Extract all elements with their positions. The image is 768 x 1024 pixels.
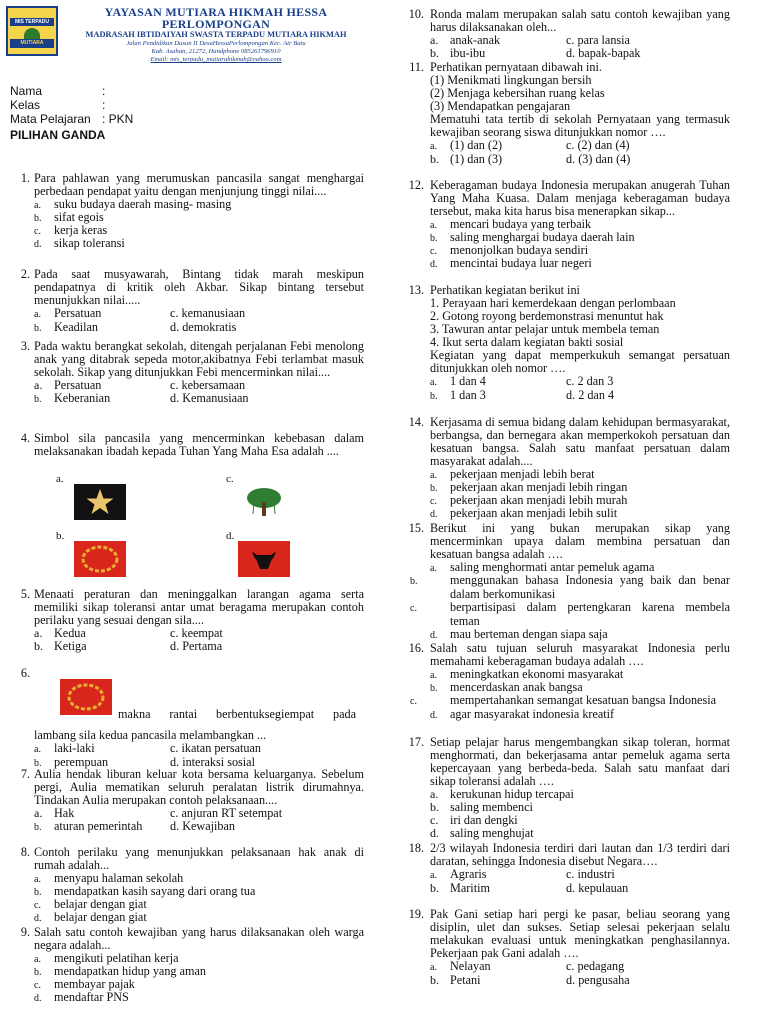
question-number: 5. (20, 587, 30, 601)
option-text: suku budaya daerah masing- masing (54, 197, 232, 211)
question-stem: Perhatikan pernyataan dibawah ini. (430, 60, 602, 74)
options (430, 788, 730, 840)
option-letter: d. (34, 913, 42, 924)
question-12 (400, 179, 730, 270)
option-text: sifat egois (54, 210, 104, 224)
option-d[interactable]: d. interaksi sosial (170, 755, 255, 769)
option-letter: b. (34, 822, 42, 833)
option-text: ibu-ibu (450, 46, 486, 60)
option-letter: a. (430, 220, 437, 231)
options (430, 868, 730, 895)
option-d[interactable] (430, 257, 730, 270)
options (34, 198, 364, 250)
option-letter: b. (430, 46, 439, 60)
option-text: Persatuan (54, 378, 102, 392)
option-d[interactable] (430, 827, 730, 840)
options-row-1 (430, 375, 730, 389)
option-text: pekerjaan menjadi lebih berat (450, 467, 595, 481)
school-header (0, 0, 372, 64)
option-d[interactable]: d. bapak-bapak (566, 46, 641, 60)
option-letter: b. (430, 483, 438, 494)
question-stem: Ronda malam merupakan salah satu contoh kewajiban yang harus dilaksanakan oleh... (430, 7, 730, 34)
option-b[interactable] (34, 820, 170, 834)
identity-block (0, 84, 372, 142)
option-letter: d. (34, 239, 42, 250)
activity-item: 1. Perayaan hari kemerdekaan dengan perlombaan (430, 296, 676, 310)
option-b[interactable] (34, 392, 170, 406)
question-number: 12. (408, 178, 424, 192)
option-c[interactable]: c. para lansia (566, 33, 630, 47)
option-letter: a. (430, 962, 437, 973)
options (410, 667, 730, 721)
option-c[interactable]: c. pedagang (566, 959, 625, 973)
identity-value: : PKN (102, 112, 134, 126)
identity-subject-row (0, 112, 372, 126)
option-a[interactable] (430, 139, 566, 153)
options-row-2 (34, 392, 364, 406)
options-row-2 (34, 640, 364, 653)
options (34, 807, 364, 834)
option-letter: c. (430, 813, 439, 827)
option-text: Petani (450, 973, 481, 987)
options-row-1 (34, 742, 364, 756)
option-text: Hak (54, 806, 75, 820)
identity-value: : (102, 84, 106, 98)
option-b[interactable] (34, 321, 170, 335)
options-row-2 (430, 389, 730, 403)
bull-head-symbol-icon[interactable] (238, 541, 290, 577)
option-text: mempertahankan semangat kesatuan bangsa Indonesia (450, 693, 716, 707)
option-letter: b. (34, 639, 43, 653)
option-a-label: a. (56, 473, 64, 485)
option-text: belajar dengan giat (54, 897, 147, 911)
option-d[interactable] (430, 708, 730, 721)
option-text: mencintai budaya luar negeri (450, 256, 592, 270)
option-letter: c. (34, 226, 41, 237)
option-a[interactable] (34, 307, 170, 321)
question-stem: Pada saat musyawarah, Bintang tidak marah meskipun pendapatnya di kritik oleh Akbar. Sikap bintang tersebut menunjukkan nilai..... (34, 267, 364, 307)
option-b[interactable] (430, 153, 566, 166)
statement-item: (2) Menjaga kebersihan ruang kelas (430, 86, 605, 100)
activity-item: 3. Tawuran antar pelajar untuk membela teman (430, 322, 660, 336)
question-number: 4. (20, 431, 30, 445)
options-row-1 (430, 139, 730, 153)
identity-label: Kelas (10, 98, 41, 112)
chain-symbol-icon[interactable] (74, 541, 126, 577)
option-letter: a. (430, 141, 437, 152)
option-text: aturan pemerintah (54, 819, 143, 833)
option-d[interactable]: d. 2 dan 4 (566, 388, 615, 402)
option-c[interactable]: c. ikatan persatuan (170, 741, 262, 755)
option-d[interactable] (34, 991, 364, 1004)
option-letter: d. (430, 259, 438, 270)
banyan-tree-symbol-icon[interactable] (238, 484, 290, 520)
options-row-2 (430, 153, 730, 166)
options-row-1 (430, 960, 730, 974)
options-row-2 (430, 47, 730, 60)
option-letter: d. (430, 630, 438, 641)
option-text: kerja keras (54, 223, 108, 237)
question-stem: Salah satu contoh kewajiban yang harus dilaksanakan oleh warga negara adalah... (34, 925, 364, 952)
option-text: sikap toleransi (54, 236, 125, 250)
option-letter: a. (34, 744, 41, 755)
section-title: PILIHAN GANDA (10, 128, 106, 142)
option-letter: a. (430, 470, 437, 481)
option-letter: b. (34, 967, 42, 978)
option-letter: a. (34, 378, 43, 392)
question-stem: Salah satu tujuan seluruh masyarakat Indonesia perlu memahami keberagaman budaya adalah …. (430, 641, 730, 668)
option-letter: a. (34, 200, 41, 211)
option-text: anak-anak (450, 33, 501, 47)
options (34, 379, 364, 406)
question-stem: Berikut ini yang bukan merupakan sikap yang mencerminkan upaya dalam membina persatuan dan kesatuan bangsa adalah …. (430, 521, 730, 561)
option-letter: d. (34, 993, 42, 1004)
options (430, 468, 730, 520)
question-11 (400, 61, 730, 166)
options-row-2 (34, 321, 364, 335)
options (430, 34, 730, 60)
identity-class-row (0, 98, 372, 112)
option-c[interactable] (410, 600, 730, 628)
option-d[interactable] (430, 507, 730, 520)
option-letter: a. (430, 377, 437, 388)
option-text: mencari budaya yang terbaik (450, 217, 592, 231)
logo-top-text: MIS TERPADU (10, 18, 54, 26)
option-d[interactable]: d. demokratis (170, 320, 237, 334)
identity-label: Nama (10, 84, 43, 98)
question-5 (4, 588, 364, 653)
option-letter: c. (430, 496, 437, 507)
options (430, 218, 730, 270)
question-1 (4, 172, 364, 250)
statement-item: (3) Mendapatkan pengajaran (430, 99, 571, 113)
question-number: 14. (408, 415, 424, 429)
chain-symbol-icon (60, 679, 112, 715)
option-text: agar masyarakat indonesia kreatif (450, 707, 615, 721)
question-2 (4, 268, 364, 335)
question-stem: Perhatikan kegiatan berikut ini (430, 283, 580, 297)
option-b[interactable] (410, 573, 730, 601)
option-letter: b. (430, 233, 438, 244)
question-6-body (34, 729, 364, 770)
options (410, 560, 730, 641)
option-d[interactable]: d. Kemanusiaan (170, 391, 249, 405)
question-14 (400, 416, 730, 520)
statement-item: (1) Menikmati lingkungan bersih (430, 73, 592, 87)
option-text: (1) dan (3) (450, 152, 503, 166)
question-stem: lambang sila kedua pancasila melambangkan ... (34, 728, 267, 742)
question-number: 18. (408, 841, 424, 855)
option-b[interactable] (430, 882, 566, 895)
header-text (60, 6, 372, 64)
option-letter: c. (34, 900, 41, 911)
question-number: 17. (408, 735, 424, 749)
question-16 (400, 642, 730, 721)
option-text: saling menghormati antar pemeluk agama (450, 560, 655, 574)
question-stem: Simbol sila pancasila yang mencerminkan kebebasan dalam melaksanakan ibadah kepada Tuhan Yang Maha Esa adalah .... (34, 431, 364, 458)
option-letter: b. (34, 394, 42, 405)
options-row-2 (430, 974, 730, 987)
option-text: 1 dan 4 (450, 374, 486, 388)
school-logo (6, 6, 58, 56)
option-text: saling menghargai budaya daerah lain (450, 230, 635, 244)
option-d[interactable] (430, 628, 730, 641)
options-row-1 (34, 307, 364, 321)
question-9 (4, 926, 364, 1004)
option-letter: a. (34, 626, 43, 640)
options-row-2 (34, 820, 364, 834)
option-letter: a. (430, 563, 437, 574)
option-d[interactable] (34, 237, 364, 250)
options (34, 872, 364, 924)
option-text: berpartisipasi dalam pertengkaran karena membela teman (450, 600, 730, 628)
option-text: saling menghujat (450, 826, 534, 840)
question-3 (4, 340, 364, 406)
option-letter: b. (430, 800, 439, 814)
logo-bottom-text: MUTIARA HIKMAH (10, 39, 54, 48)
question-number: 6. (20, 666, 30, 680)
option-letter: c. (430, 246, 437, 257)
option-text: menggunakan bahasa Indonesia yang baik dan benar dalam berkomunikasi (450, 573, 730, 601)
star-symbol-icon[interactable] (74, 484, 126, 520)
option-letter: a. (430, 787, 439, 801)
option-b[interactable] (34, 640, 170, 653)
option-text: mengikuti pelatihan kerja (54, 951, 179, 965)
option-text: menonjolkan budaya sendiri (450, 243, 589, 257)
option-letter: b. (34, 213, 42, 224)
question-number: 19. (408, 907, 424, 921)
option-c[interactable] (410, 693, 730, 708)
option-c[interactable]: c. kemanusiaan (170, 306, 246, 320)
option-letter: b. (410, 576, 418, 587)
options-row-1 (430, 868, 730, 882)
option-d[interactable] (34, 911, 364, 924)
question-stem: Pada waktu berangkat sekolah, ditengah perjalanan Febi menolong anak yang ditabrak sepeda motor,akibatnya Febi terlambat masuk sekolah. Sikap yang ditunjukkan Febi mencerminkan nilai.... (34, 339, 364, 379)
option-letter: a. (34, 954, 41, 965)
question-8 (4, 846, 364, 924)
option-d[interactable]: d. pengusaha (566, 973, 630, 987)
option-text: belajar dengan giat (54, 910, 147, 924)
option-b[interactable] (430, 974, 566, 987)
activity-item: 2. Gotong royong berdemonstrasi menuntut hak (430, 309, 664, 323)
question-stem: 2/3 wilayah Indonesia terdiri dari lautan dan 1/3 terdiri dari daratan, sehingga Indonesia disebut Negara…. (430, 841, 730, 868)
option-text: saling membenci (450, 800, 533, 814)
question-stem: Contoh perilaku yang menunjukkan pelaksanaan hak anak di rumah adalah... (34, 845, 364, 872)
question-number: 7. (20, 767, 30, 781)
option-b-label: b. (56, 530, 65, 542)
question-4 (4, 432, 364, 458)
question-19 (400, 908, 730, 987)
option-letter: d. (430, 826, 439, 840)
question-17 (400, 736, 730, 840)
option-text: mendaftar PNS (54, 990, 129, 1004)
option-text: mau berteman dengan siapa saja (450, 627, 608, 641)
option-text: iri dan dengki (450, 813, 518, 827)
option-d[interactable]: d. Kewajiban (170, 819, 235, 833)
question-stem: Aulia hendak liburan keluar kota bersama keluarganya. Sebelum pergi, Aulia mematikan seluruh peralatan listrik dirumahnya. Tindakan Aulia merupakan contoh pelaksanaan.... (34, 767, 364, 807)
question-stem: Keberagaman budaya Indonesia merupakan anugerah Tuhan Yang Maha Kuasa. Dalam menjaga keberagaman budaya tersebut, maka kita harus bisa menerapkan sikap... (430, 178, 730, 218)
option-text: kerukunan hidup tercapai (450, 787, 574, 801)
option-text: Keberanian (54, 391, 111, 405)
option-c[interactable]: c. kebersamaan (170, 378, 246, 392)
question-7 (4, 768, 364, 834)
question-number: 16. (408, 641, 424, 655)
option-d[interactable]: d. (3) dan (4) (566, 152, 631, 166)
options (430, 139, 730, 166)
options (34, 307, 364, 335)
option-a[interactable] (430, 960, 566, 974)
option-text: meningkatkan ekonomi masyarakat (450, 667, 624, 681)
option-text: mendapatkan hidup yang aman (54, 964, 206, 978)
option-letter: c. (34, 980, 41, 991)
option-letter: b. (430, 152, 439, 166)
question-number: 3. (20, 339, 30, 353)
option-text: pekerjaan akan menjadi lebih ringan (450, 480, 628, 494)
statement-list (430, 74, 730, 113)
option-text: mencerdaskan anak bangsa (450, 680, 583, 694)
school-name-line1: YAYASAN MUTIARA HIKMAH HESSA (104, 5, 328, 19)
option-letter: b. (34, 887, 42, 898)
question-number: 15. (408, 521, 424, 535)
question-10 (400, 8, 730, 60)
school-name-line3: MADRASAH IBTIDAIYAH SWASTA TERPADU MUTIARA HIKMAH (85, 30, 347, 39)
school-email: Email: mis_terpadu_mutiarahikmah@yahoo.com (150, 56, 282, 63)
options (34, 627, 364, 653)
option-letter: b. (34, 758, 42, 769)
question-13 (400, 284, 730, 403)
address-line2: Kab. Asahan, 21272, Handphone 085261796910 (151, 48, 281, 55)
options (430, 375, 730, 403)
option-letter: a. (34, 806, 43, 820)
option-c[interactable]: c. (2) dan (4) (566, 138, 630, 152)
option-letter: d. (430, 710, 438, 721)
option-letter: a. (430, 33, 439, 47)
option-d-label: d. (226, 530, 235, 542)
address-line1: Jalan Pendidikan Dusun II DesaHessaPerlompongan Kec. Air Batu (126, 40, 306, 47)
option-text: menyapu halaman sekolah (54, 871, 184, 885)
option-text: Maritim (450, 881, 490, 895)
school-name-line2: PERLOMPONGAN (161, 17, 271, 31)
left-column (0, 0, 372, 1004)
option-d[interactable]: d. Pertama (170, 639, 223, 653)
option-a[interactable] (34, 742, 170, 756)
option-letter: d. (430, 509, 438, 520)
option-text: pekerjaan akan menjadi lebih murah (450, 493, 628, 507)
activity-item: 4. Ikut serta dalam kegiatan bakti sosial (430, 335, 624, 349)
question-stem: Kerjasama di semua bidang dalam kehidupan bermasyarakat, berbangsa, dan bernegara akan memperkokoh persatuan dan kesatuan bangsa. Salah satu manfaat persatuan dalam masyarakat adalah.... (430, 415, 730, 468)
question-stem-2: Mematuhi tata tertib di sekolah Pernyataan yang termasuk kewajiban seorang siswa ditunjukkan nomor …. (430, 112, 730, 139)
option-b[interactable] (430, 47, 566, 60)
question-stem: Menaati peraturan dan meninggalkan larangan agama serta memiliki sikap toleransi antar umat beragama merupakan contoh perilaku yang sesuai dengan sila.... (34, 587, 364, 627)
question-number: 9. (20, 925, 30, 939)
question-stem-2: Kegiatan yang dapat memperkukuh semangat persatuan ditunjukkan oleh nomor …. (430, 348, 730, 375)
option-d[interactable]: d. kepulauan (566, 881, 629, 895)
option-c[interactable]: c. 2 dan 3 (566, 374, 614, 388)
option-text: 1 dan 3 (450, 388, 486, 402)
option-text: Ketiga (54, 639, 87, 653)
question-number: 13. (408, 283, 424, 297)
option-text: laki-laki (54, 741, 95, 755)
option-letter: a. (34, 309, 41, 320)
question-stem: Setiap pelajar harus mengembangkan sikap toleran, hormat menghormati, dan bekerjasama antar pemeluk agama serta kepercayaan yang berbeda-beda. Salah satu manfaat dari sikap toleransi adalah …. (430, 735, 730, 788)
option-text: Kedua (54, 626, 86, 640)
question-number: 8. (20, 845, 30, 859)
option-letter: a. (430, 870, 437, 881)
option-a[interactable] (430, 375, 566, 389)
option-text: mendapatkan kasih sayang dari orang tua (54, 884, 256, 898)
option-letter: b. (34, 323, 42, 334)
option-letter: a. (34, 874, 41, 885)
option-letter: c. (410, 603, 417, 614)
option-letter: b. (430, 973, 439, 987)
option-c-label: c. (226, 473, 234, 485)
options-row-2 (430, 882, 730, 895)
identity-value: : (102, 98, 106, 112)
question-6-stem-1: makna rantai berbentuksegiempat pada (118, 707, 356, 721)
question-number: 1. (20, 171, 30, 185)
option-text: Agraris (450, 867, 487, 881)
option-letter: c. (410, 696, 417, 707)
option-letter: a. (430, 670, 437, 681)
question-stem: Para pahlawan yang merumuskan pancasila sangat menghargai perbedaan pendapat yaitu dengan menjunjung tinggi nilai.... (34, 171, 364, 198)
options (430, 960, 730, 987)
question-stem: Pak Gani setiap hari pergi ke pasar, beliau seorang yang disiplin, ulet dan sukses. Setiap selesai pekerjaan selalu melakukan evaluasi untuk meningkatkan penghasilannya. Pekerjaan pak Gani adalah …. (430, 907, 730, 960)
identity-label: Mata Pelajaran (10, 112, 91, 126)
option-text: Nelayan (450, 959, 491, 973)
question-number: 2. (20, 267, 30, 281)
identity-name-row (0, 84, 372, 98)
option-letter: b. (430, 683, 438, 694)
activity-list (430, 297, 730, 349)
option-text: (1) dan (2) (450, 138, 503, 152)
question-18 (400, 842, 730, 895)
option-c[interactable]: c. anjuran RT setempat (170, 806, 283, 820)
option-letter: b. (430, 391, 438, 402)
option-c[interactable]: c. industri (566, 867, 615, 881)
question-number: 11. (409, 60, 424, 74)
option-text: perempuan (54, 755, 109, 769)
options (34, 952, 364, 1004)
option-text: Keadilan (54, 320, 98, 334)
question-number: 10. (408, 7, 424, 21)
option-b[interactable] (430, 389, 566, 403)
option-c[interactable]: c. keempat (170, 626, 223, 640)
question-15 (400, 522, 730, 641)
option-text: pekerjaan akan menjadi lebih sulit (450, 506, 618, 520)
option-text: Persatuan (54, 306, 102, 320)
option-letter: b. (430, 881, 439, 895)
option-a[interactable] (430, 868, 566, 882)
option-text: membayar pajak (54, 977, 135, 991)
